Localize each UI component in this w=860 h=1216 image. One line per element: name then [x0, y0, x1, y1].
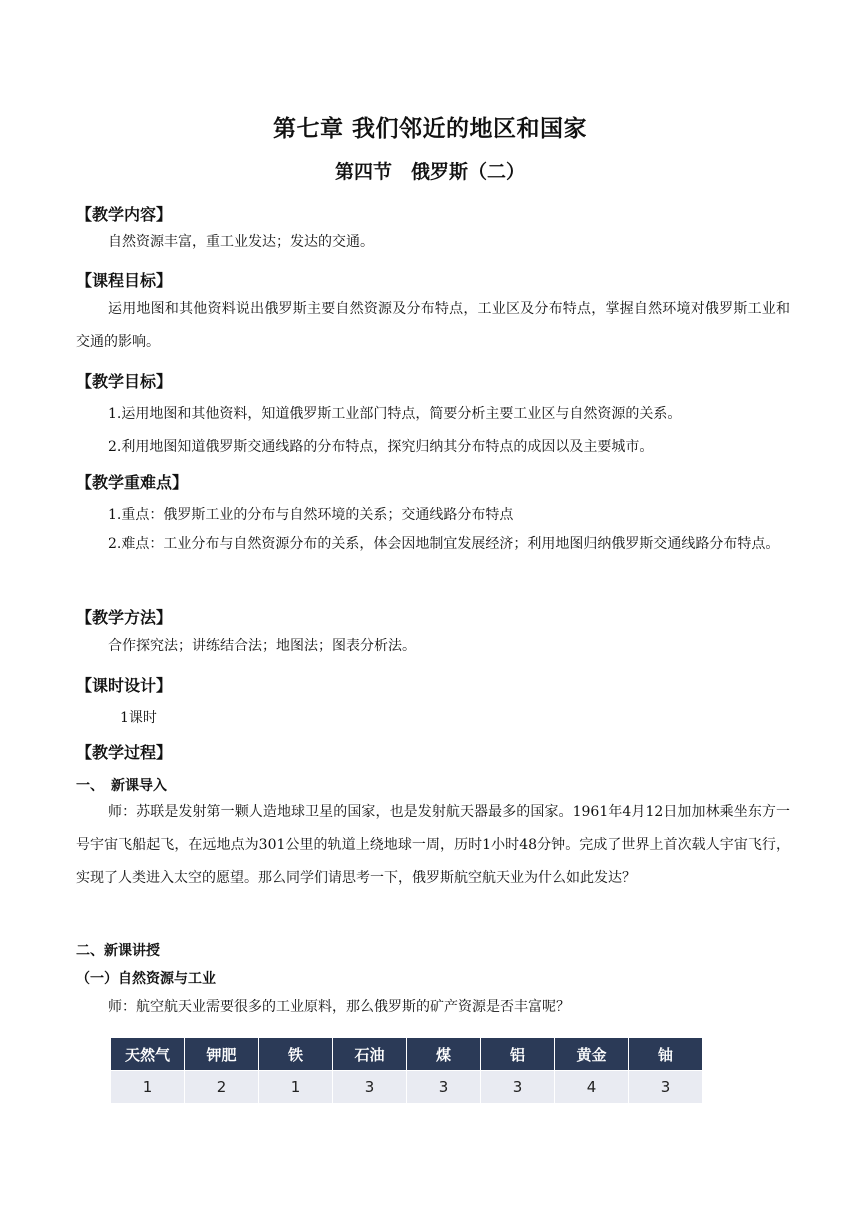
heading-method: 【教学方法】 [76, 608, 173, 627]
table-cell: 2 [185, 1071, 259, 1104]
table-cell: 3 [333, 1071, 407, 1104]
table-header-cell: 铀 [629, 1038, 703, 1071]
heading-schedule: 【课时设计】 [76, 676, 173, 695]
part-2-text: 师：航空航天业需要很多的工业原料，那么俄罗斯的矿产资源是否丰富呢？ [108, 999, 570, 1015]
heading-teaching-content: 【教学内容】 [76, 205, 173, 224]
heading-teaching-goal: 【教学目标】 [76, 372, 173, 391]
teaching-content-text: 自然资源丰富，重工业发达；发达的交通。 [108, 234, 374, 250]
heading-course-goal: 【课程目标】 [76, 271, 173, 290]
table-header-cell: 钾肥 [185, 1038, 259, 1071]
table-header-row [111, 1038, 703, 1071]
part-1-title: 一、 新课导入 [76, 778, 167, 794]
table-header-cell: 石油 [333, 1038, 407, 1071]
table-header-cell: 铝 [481, 1038, 555, 1071]
chapter-title: 第七章 我们邻近的地区和国家 [272, 116, 587, 142]
course-goal-text: 运用地图和其他资料说出俄罗斯主要自然资源及分布特点，工业区及分布特点，掌握自然环境对俄罗斯工业和交通的影响。 [76, 301, 790, 350]
part-2-subtitle: （一）自然资源与工业 [76, 971, 216, 987]
method-text: 合作探究法；讲练结合法；地图法；图表分析法。 [108, 638, 416, 654]
key-point-1: 1.重点：俄罗斯工业的分布与自然环境的关系；交通线路分布特点 [108, 507, 514, 523]
teaching-goal-item-1: 1.运用地图和其他资料，知道俄罗斯工业部门特点，简要分析主要工业区与自然资源的关系。 [108, 406, 682, 422]
mineral-resource-table [110, 1037, 703, 1104]
table-header-cell: 铁 [259, 1038, 333, 1071]
table-cell: 3 [629, 1071, 703, 1104]
section-title: 第四节 俄罗斯（二） [334, 161, 525, 183]
table-row [111, 1071, 703, 1104]
part-2-title: 二、新课讲授 [76, 943, 160, 959]
table-cell: 3 [481, 1071, 555, 1104]
heading-process: 【教学过程】 [76, 743, 173, 762]
table-cell: 1 [111, 1071, 185, 1104]
heading-key-points: 【教学重难点】 [76, 473, 189, 492]
table-header-cell: 黄金 [555, 1038, 629, 1071]
table-header-cell: 天然气 [111, 1038, 185, 1071]
table-cell: 3 [407, 1071, 481, 1104]
table-cell: 4 [555, 1071, 629, 1104]
key-point-2: 2.难点：工业分布与自然资源分布的关系，体会因地制宜发展经济；利用地图归纳俄罗斯交通线路分布特点。 [108, 536, 780, 552]
table-cell: 1 [259, 1071, 333, 1104]
part-1-text: 师：苏联是发射第一颗人造地球卫星的国家，也是发射航天器最多的国家。1961年4月12日加加林乘坐东方一号宇宙飞船起飞，在远地点为301公里的轨道上绕地球一周，历时1小时48分钟。完成了世界上首次载人宇宙飞行，实现了人类进入太空的愿望。那么同学们请思考一下，俄罗斯航空航天业为什么如此发达？ [76, 804, 790, 886]
schedule-text: 1课时 [120, 710, 157, 726]
teaching-goal-item-2: 2.利用地图知道俄罗斯交通线路的分布特点，探究归纳其分布特点的成因以及主要城市。 [108, 439, 654, 455]
table-header-cell: 煤 [407, 1038, 481, 1071]
